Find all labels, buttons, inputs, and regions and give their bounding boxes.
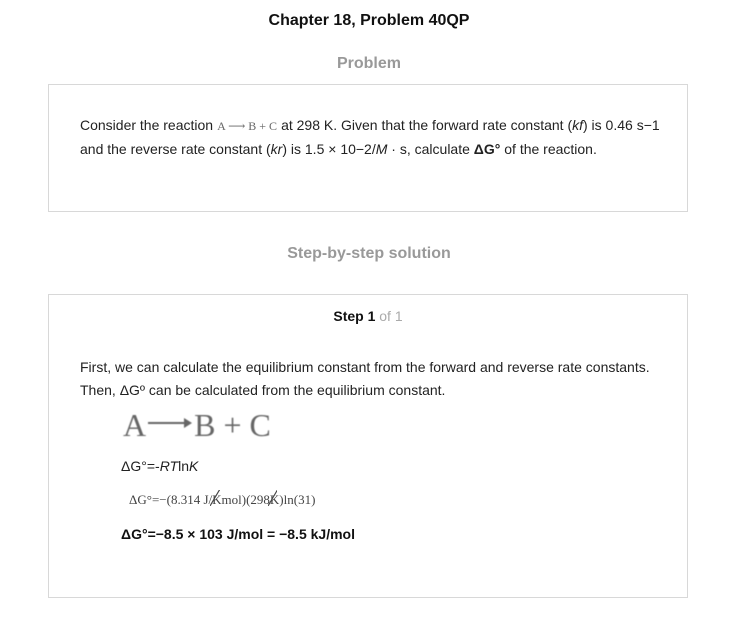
inline-reaction-image: A ⟶ B + C xyxy=(217,119,278,133)
problem-text: Consider the reaction A ⟶ B + C at 298 K. Given that the forward rate constant (kf) is 0.46 s−1 and the reverse rate constant (kr) is 1.5 × 10−2/M · s, calculate ΔG° of the reaction. xyxy=(80,117,660,157)
solution-panel xyxy=(48,294,688,598)
problem-heading: Problem xyxy=(336,55,401,72)
problem-panel xyxy=(48,84,688,212)
final-result: ΔG°=−8.5 × 103 J/mol = −8.5 kJ/mol xyxy=(121,526,355,542)
cancel-K-2: K xyxy=(270,492,279,508)
cancel-mol: mol)(298 xyxy=(221,492,270,507)
step-text: First, we can calculate the equilibrium constant from the forward and reverse rate constants. Then, ΔGº can be calculated from the equilibrium constant. xyxy=(80,359,650,398)
gibbs-calculation-image: ΔG°=−(8.314 J/K mol)(298K )ln(31) xyxy=(129,492,315,508)
step-header: Step 1 of 1 xyxy=(333,308,403,324)
page-title: Chapter 18, Problem 40QP xyxy=(268,12,470,29)
gibbs-formula: ΔG°=-RTlnK xyxy=(121,458,199,474)
reaction-equation-image: A B + C xyxy=(123,407,271,444)
reaction-arrow-icon xyxy=(148,399,192,436)
solution-heading: Step-by-step solution xyxy=(287,245,451,262)
cancel-K-1: K xyxy=(212,492,221,508)
